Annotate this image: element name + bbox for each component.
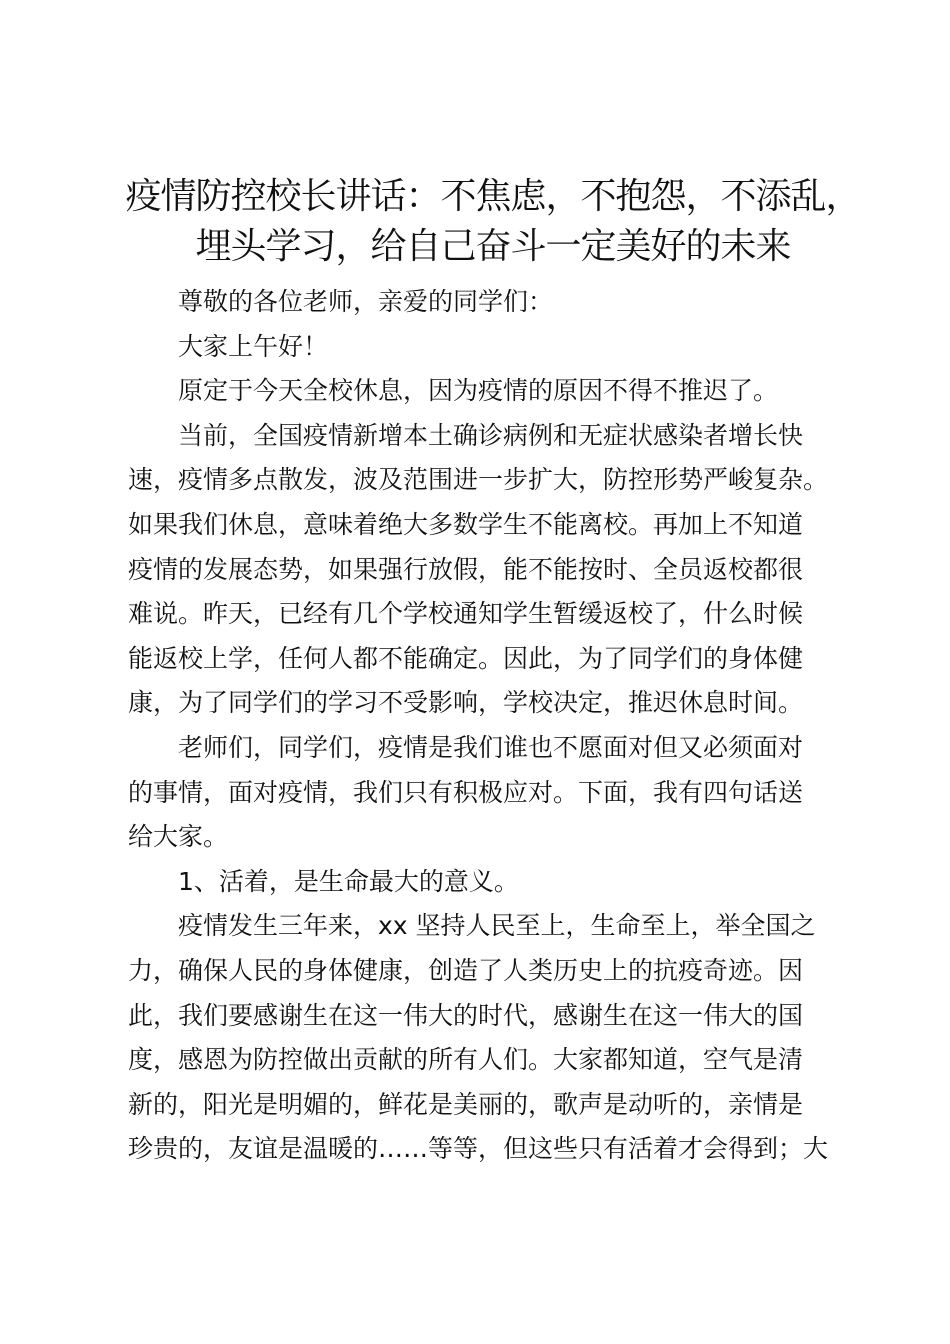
paragraph-line: 给大家。 (128, 822, 229, 852)
paragraph-line: 如果我们休息，意味着绝大多数学生不能离校。再加上不知道 (128, 509, 804, 539)
paragraph-line: 疫情发生三年来，xx 坚持人民至上，生命至上，举全国之 (178, 911, 816, 941)
paragraph-line: 老师们，同学们，疫情是我们谁也不愿面对但又必须面对 (178, 732, 804, 762)
paragraph-line: 此，我们要感谢生在这一伟大的时代，感谢生在这一伟大的国 (128, 1000, 804, 1030)
paragraph-line: 速，疫情多点散发，波及范围进一步扩大，防控形势严峻复杂。 (128, 465, 829, 495)
paragraph-line: 度，感恩为防控做出贡献的所有人们。大家都知道，空气是清 (128, 1045, 804, 1075)
section-heading: 1、活着，是生命最大的意义。 (178, 866, 519, 896)
paragraph-line: 疫情的发展态势，如果强行放假，能不能按时、全员返校都很 (128, 554, 804, 584)
paragraph-line: 的事情，面对疫情，我们只有积极应对。下面，我有四句话送 (128, 777, 804, 807)
title-line-1: 疫情防控校长讲话：不焦虑，不抱怨，不添乱， (125, 176, 861, 217)
paragraph-line: 珍贵的，友谊是温暖的……等等，但这些只有活着才会得到；大 (128, 1134, 829, 1164)
salutation: 尊敬的各位老师，亲爱的同学们： (178, 287, 554, 316)
paragraph-line: 新的，阳光是明媚的，鲜花是美丽的，歌声是动听的，亲情是 (128, 1089, 804, 1119)
greeting: 大家上午好！ (178, 331, 329, 361)
document-body (128, 280, 848, 1172)
paragraph-line: 当前，全国疫情新增本土确诊病例和无症状感染者增长快 (178, 420, 804, 450)
document-title (118, 172, 868, 272)
paragraph-line: 康，为了同学们的学习不受影响，学校决定，推迟休息时间。 (128, 688, 804, 718)
title-line-2: 埋头学习，给自己奋斗一定美好的未来 (195, 226, 791, 267)
paragraph-line: 力，确保人民的身体健康，创造了人类历史上的抗疫奇迹。因 (128, 955, 804, 985)
paragraph-line: 能返校上学，任何人都不能确定。因此，为了同学们的身体健 (128, 643, 804, 673)
paragraph-line: 难说。昨天，已经有几个学校通知学生暂缓返校了，什么时候 (128, 599, 804, 629)
paragraph-line: 原定于今天全校休息，因为疫情的原因不得不推迟了。 (178, 376, 779, 406)
